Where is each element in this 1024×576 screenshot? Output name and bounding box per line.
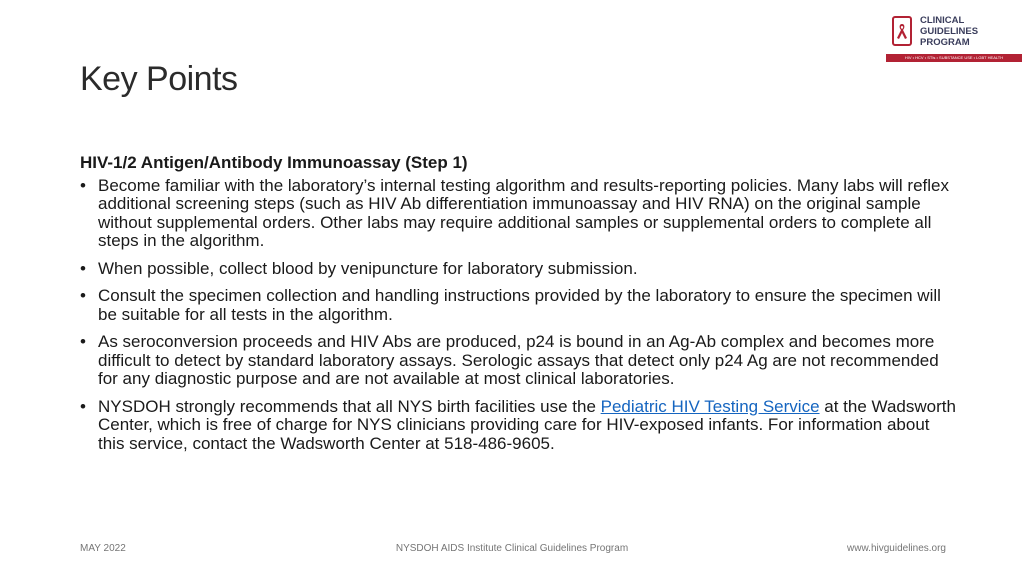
bullet-item-with-link [80, 398, 960, 454]
bullet-item: • Consult the specimen collection and handling instructions provided by the laboratory to ensure the specimen will be suitable for all tests in the algorithm. [80, 287, 960, 324]
footer-website: www.hivguidelines.org [847, 543, 946, 554]
key-points-list [80, 177, 960, 454]
logo-wordmark [920, 15, 978, 48]
pediatric-hiv-testing-service-link[interactable]: Pediatric HIV Testing Service [600, 396, 820, 416]
bullet-item: • Become familiar with the laboratory’s internal testing algorithm and results-reporting policies. Many labs will reflex additional screening steps (such as HIV Ab differentiation immunoassay and HIV RNA) on the original sample without supplemental orders. Other labs may require additional samples or supplemental orders to complete all steps in the algorithm. [80, 177, 960, 251]
logo-line-3: PROGRAM [920, 37, 970, 48]
footer-date: MAY 2022 [80, 543, 126, 554]
logo-line-1: CLINICAL [920, 15, 965, 26]
bullet-text-after-link: at the Wadsworth Center, which is free of charge for NYS clinicians providing care for HIV-exposed infants. For information about this service, contact the Wadsworth Center at 518-486-9605. [98, 396, 956, 453]
footer-program: NYSDOH AIDS Institute Clinical Guidelines Program [395, 543, 629, 554]
bullet-item: • As seroconversion proceeds and HIV Abs are produced, p24 is bound in an Ag-Ab complex and becomes more difficult to detect by standard laboratory assays. Serologic assays that detect only p24 Ag are not recommended for any diagnostic purpose and are not available at most clinical laboratories. [80, 333, 960, 389]
bullet-item: • When possible, collect blood by venipuncture for laboratory submission. [80, 260, 960, 279]
slide-body [80, 154, 960, 462]
logo-line-2: GUIDELINES [920, 26, 979, 37]
logo-tagline: HIV • HCV • STIs • SUBSTANCE USE • LGBT HEALTH [886, 54, 1022, 62]
clinical-guidelines-logo [886, 14, 1022, 64]
page-title: Key Points [80, 60, 238, 98]
bullet-text-before-link: NYSDOH strongly recommends that all NYS birth facilities use the [98, 396, 601, 416]
section-subheading: HIV-1/2 Antigen/Antibody Immunoassay (Step 1) [80, 153, 468, 172]
ribbon-icon [892, 16, 912, 46]
